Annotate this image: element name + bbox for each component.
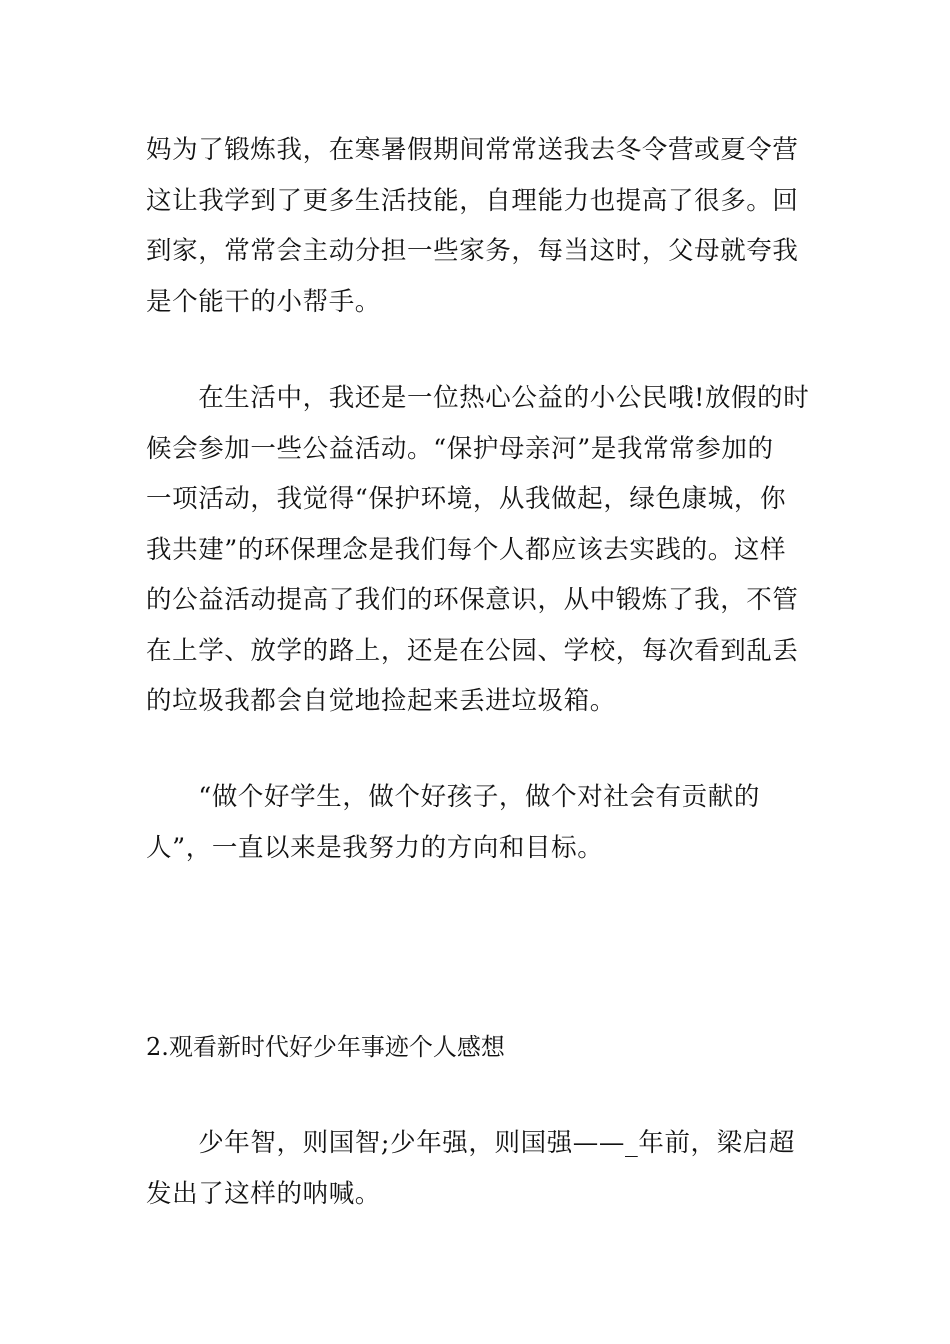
- paragraph-2: [146, 373, 810, 727]
- paragraph-line: 一项活动，我觉得“保护环境，从我做起，绿色康城，你: [146, 484, 787, 514]
- paragraph-line: 少年智，则国智;少年强，则国强——_年前，梁启超: [146, 1128, 795, 1158]
- paragraph-line: 在上学、放学的路上，还是在公园、学校，每次看到乱丢: [146, 635, 799, 666]
- paragraph-3: [146, 772, 806, 873]
- section-heading: 2.观看新时代好少年事迹个人感想: [146, 1033, 505, 1061]
- paragraph-1: [146, 125, 806, 327]
- paragraph-line: 在生活中，我还是一位热心公益的小公民哦!放假的时: [146, 383, 810, 413]
- paragraph-line: 我共建”的环保理念是我们每个人都应该去实践的。这样: [146, 534, 787, 565]
- paragraph-4: [146, 1118, 806, 1219]
- paragraph-line: 候会参加一些公益活动。“保护母亲河”是我常常参加的: [146, 433, 774, 464]
- paragraph-line: “做个好学生，做个好孩子，做个对社会有贡献的: [146, 782, 760, 812]
- paragraph-line: 的垃圾我都会自觉地捡起来丢进垃圾箱。: [146, 686, 616, 716]
- paragraph-line: 是个能干的小帮手。: [146, 286, 381, 317]
- paragraph-line: 到家，常常会主动分担一些家务，每当这时，父母就夸我: [146, 236, 799, 266]
- paragraph-line: 这让我学到了更多生活技能，自理能力也提高了很多。回: [146, 185, 799, 216]
- paragraph-line: 的公益活动提高了我们的环保意识，从中锻炼了我，不管: [146, 585, 799, 615]
- paragraph-line: 发出了这样的呐喊。: [146, 1178, 381, 1209]
- paragraph-line: 妈为了锻炼我，在寒暑假期间常常送我去冬令营或夏令营: [146, 135, 799, 165]
- paragraph-line: 人”，一直以来是我努力的方向和目标。: [146, 832, 604, 863]
